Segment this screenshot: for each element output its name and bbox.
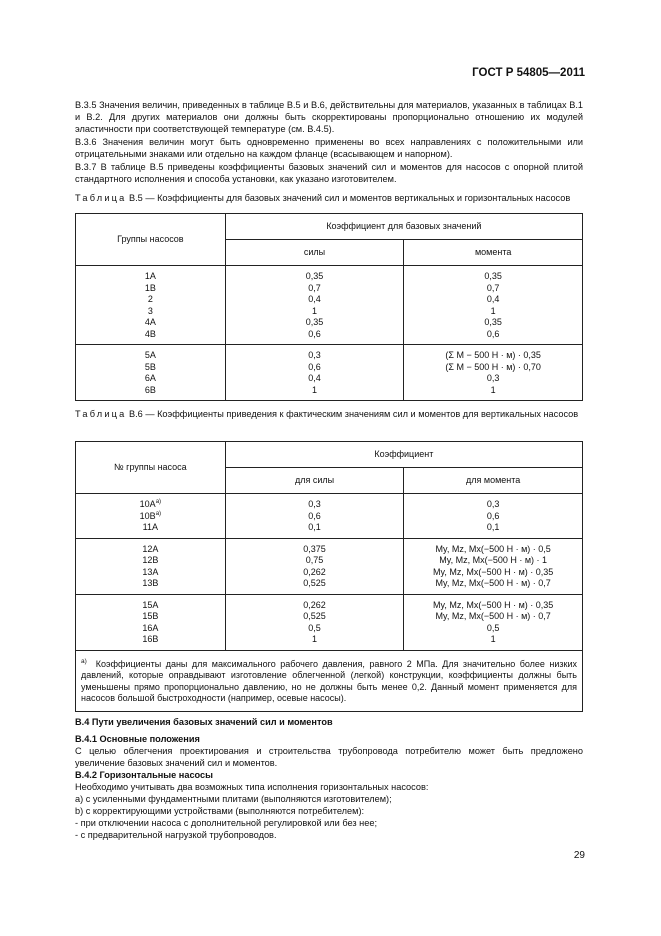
table-cell: My, Mz, Mx(−500 Н · м) · 0,35 My, Mz, Mx(−500 Н · м) · 0,7 0,5 1 bbox=[404, 594, 583, 650]
document-header: ГОСТ Р 54805—2011 bbox=[472, 67, 585, 79]
table-b6-col-moment: для момента bbox=[404, 468, 583, 494]
table-cell: 0,35 0,7 0,4 1 0,35 0,6 bbox=[404, 266, 583, 345]
heading-b42: В.4.2 Горизонтальные насосы bbox=[75, 770, 213, 780]
table-cell: 0,262 0,525 0,5 1 bbox=[225, 594, 404, 650]
table-row bbox=[76, 345, 583, 401]
table-row bbox=[76, 538, 583, 594]
heading-b4: В.4 Пути увеличения базовых значений сил и моментов bbox=[75, 717, 333, 727]
page-number: 29 bbox=[573, 850, 585, 861]
table-b5-col-force: силы bbox=[225, 240, 404, 266]
table-b5-col-coef: Коэффициент для базовых значений bbox=[225, 214, 582, 240]
clause-b35: В.3.5 Значения величин, приведенных в таблице В.5 и В.6, действительны для материалов, указанных в таблицах В.1 и В.2. Для других материалов они должны быть скорректированы пропорционально отношению их модулей эластичности при соответствующей температуре (см. В.4.5). bbox=[75, 100, 583, 134]
table-b6-caption: Таблица В.6 — Коэффициенты приведения к фактическим значениям сил и моментов для вертикальных насосов bbox=[75, 409, 579, 419]
intro-section bbox=[75, 99, 583, 185]
paragraph-b42: Необходимо учитывать два возможных типа исполнения горизонтальных насосов: bbox=[75, 782, 429, 792]
paragraph-b41: С целью облегчения проектирования и строительства трубопровода потребителю может быть предложено увеличение базовых значений сил и моментов. bbox=[75, 746, 583, 768]
table-footnote: $^{а)}$ Коэффициенты даны для максимального рабочего давления, равного 2 МПа. Для значительно более низких давлений, которые оправдывают изготовление облегченной (легкой) конструкции, коэффициенты должны быть уменьшены прямо пропорционально давлению, но не должны быть менее 0,2. Данный момент применяется для насосов большой быстроходности (например, осевые насосы). bbox=[76, 650, 583, 711]
list-item: - с предварительной нагрузкой трубопроводов. bbox=[75, 830, 277, 840]
list-item: - при отключении насоса с дополнительной регулировкой или без нее; bbox=[75, 818, 378, 828]
table-cell: 0,3 0,6 0,1 bbox=[225, 494, 404, 539]
table-cell: 1А 1В 2 3 4А 4В bbox=[76, 266, 226, 345]
table-cell: 5А 5В 6А 6В bbox=[76, 345, 226, 401]
table-b5-col-group: Группы насосов bbox=[76, 214, 226, 266]
table-cell: 0,375 0,75 0,262 0,525 bbox=[225, 538, 404, 594]
table-footnote-row bbox=[76, 650, 583, 711]
table-cell: 12А 12В 13А 13В bbox=[76, 538, 226, 594]
clause-b37: В.3.7 В таблице В.5 приведены коэффициенты базовых значений сил и моментов для насосов с опорной плитой стандартного исполнения и способа установки, как указано изготовителем. bbox=[75, 162, 583, 184]
section-b4 bbox=[75, 716, 583, 841]
list-item: а) с усиленными фундаментными плитами (выполняются изготовителем); bbox=[75, 794, 392, 804]
table-b5-caption: Таблица В.5 — Коэффициенты для базовых значений сил и моментов вертикальных и горизонтальных насосов bbox=[75, 193, 571, 203]
table-b5 bbox=[75, 213, 583, 401]
table-cell: 0,35 0,7 0,4 1 0,35 0,6 bbox=[225, 266, 404, 345]
table-cell: 15А 15В 16А 16В bbox=[76, 594, 226, 650]
table-b6 bbox=[75, 441, 583, 712]
table-cell: 0,3 0,6 0,4 1 bbox=[225, 345, 404, 401]
table-b6-col-force: для силы bbox=[225, 468, 404, 494]
table-cell: $10А^{а)}$ $10В^{а)}$ 11А bbox=[76, 494, 226, 539]
table-b5-col-moment: момента bbox=[404, 240, 583, 266]
table-cell: My, Mz, Mx(−500 Н · м) · 0,5 My, Mz, Mx(−500 Н · м) · 1 My, Mz, Mx(−500 Н · м) · 0,35 My, Mz, Mx(−500 Н · м) · 0,7 bbox=[404, 538, 583, 594]
table-cell: 0,3 0,6 0,1 bbox=[404, 494, 583, 539]
list-item: b) с корректирующими устройствами (выполняются потребителем): bbox=[75, 806, 365, 816]
table-row bbox=[76, 594, 583, 650]
table-b6-col-coef: Коэффициент bbox=[225, 442, 582, 468]
table-cell: (Σ M − 500 Н · м) · 0,35 (Σ M − 500 Н · м) · 0,70 0,3 1 bbox=[404, 345, 583, 401]
table-b6-col-group: № группы насоса bbox=[76, 442, 226, 494]
table-row bbox=[76, 266, 583, 345]
heading-b41: В.4.1 Основные положения bbox=[75, 734, 200, 744]
clause-b36: В.3.6 Значения величин могут быть одновременно применены во всех направлениях с положительными или отрицательными знаками или отдельно на каждом фланце (всасывающем и напорном). bbox=[75, 137, 583, 159]
table-row bbox=[76, 494, 583, 539]
